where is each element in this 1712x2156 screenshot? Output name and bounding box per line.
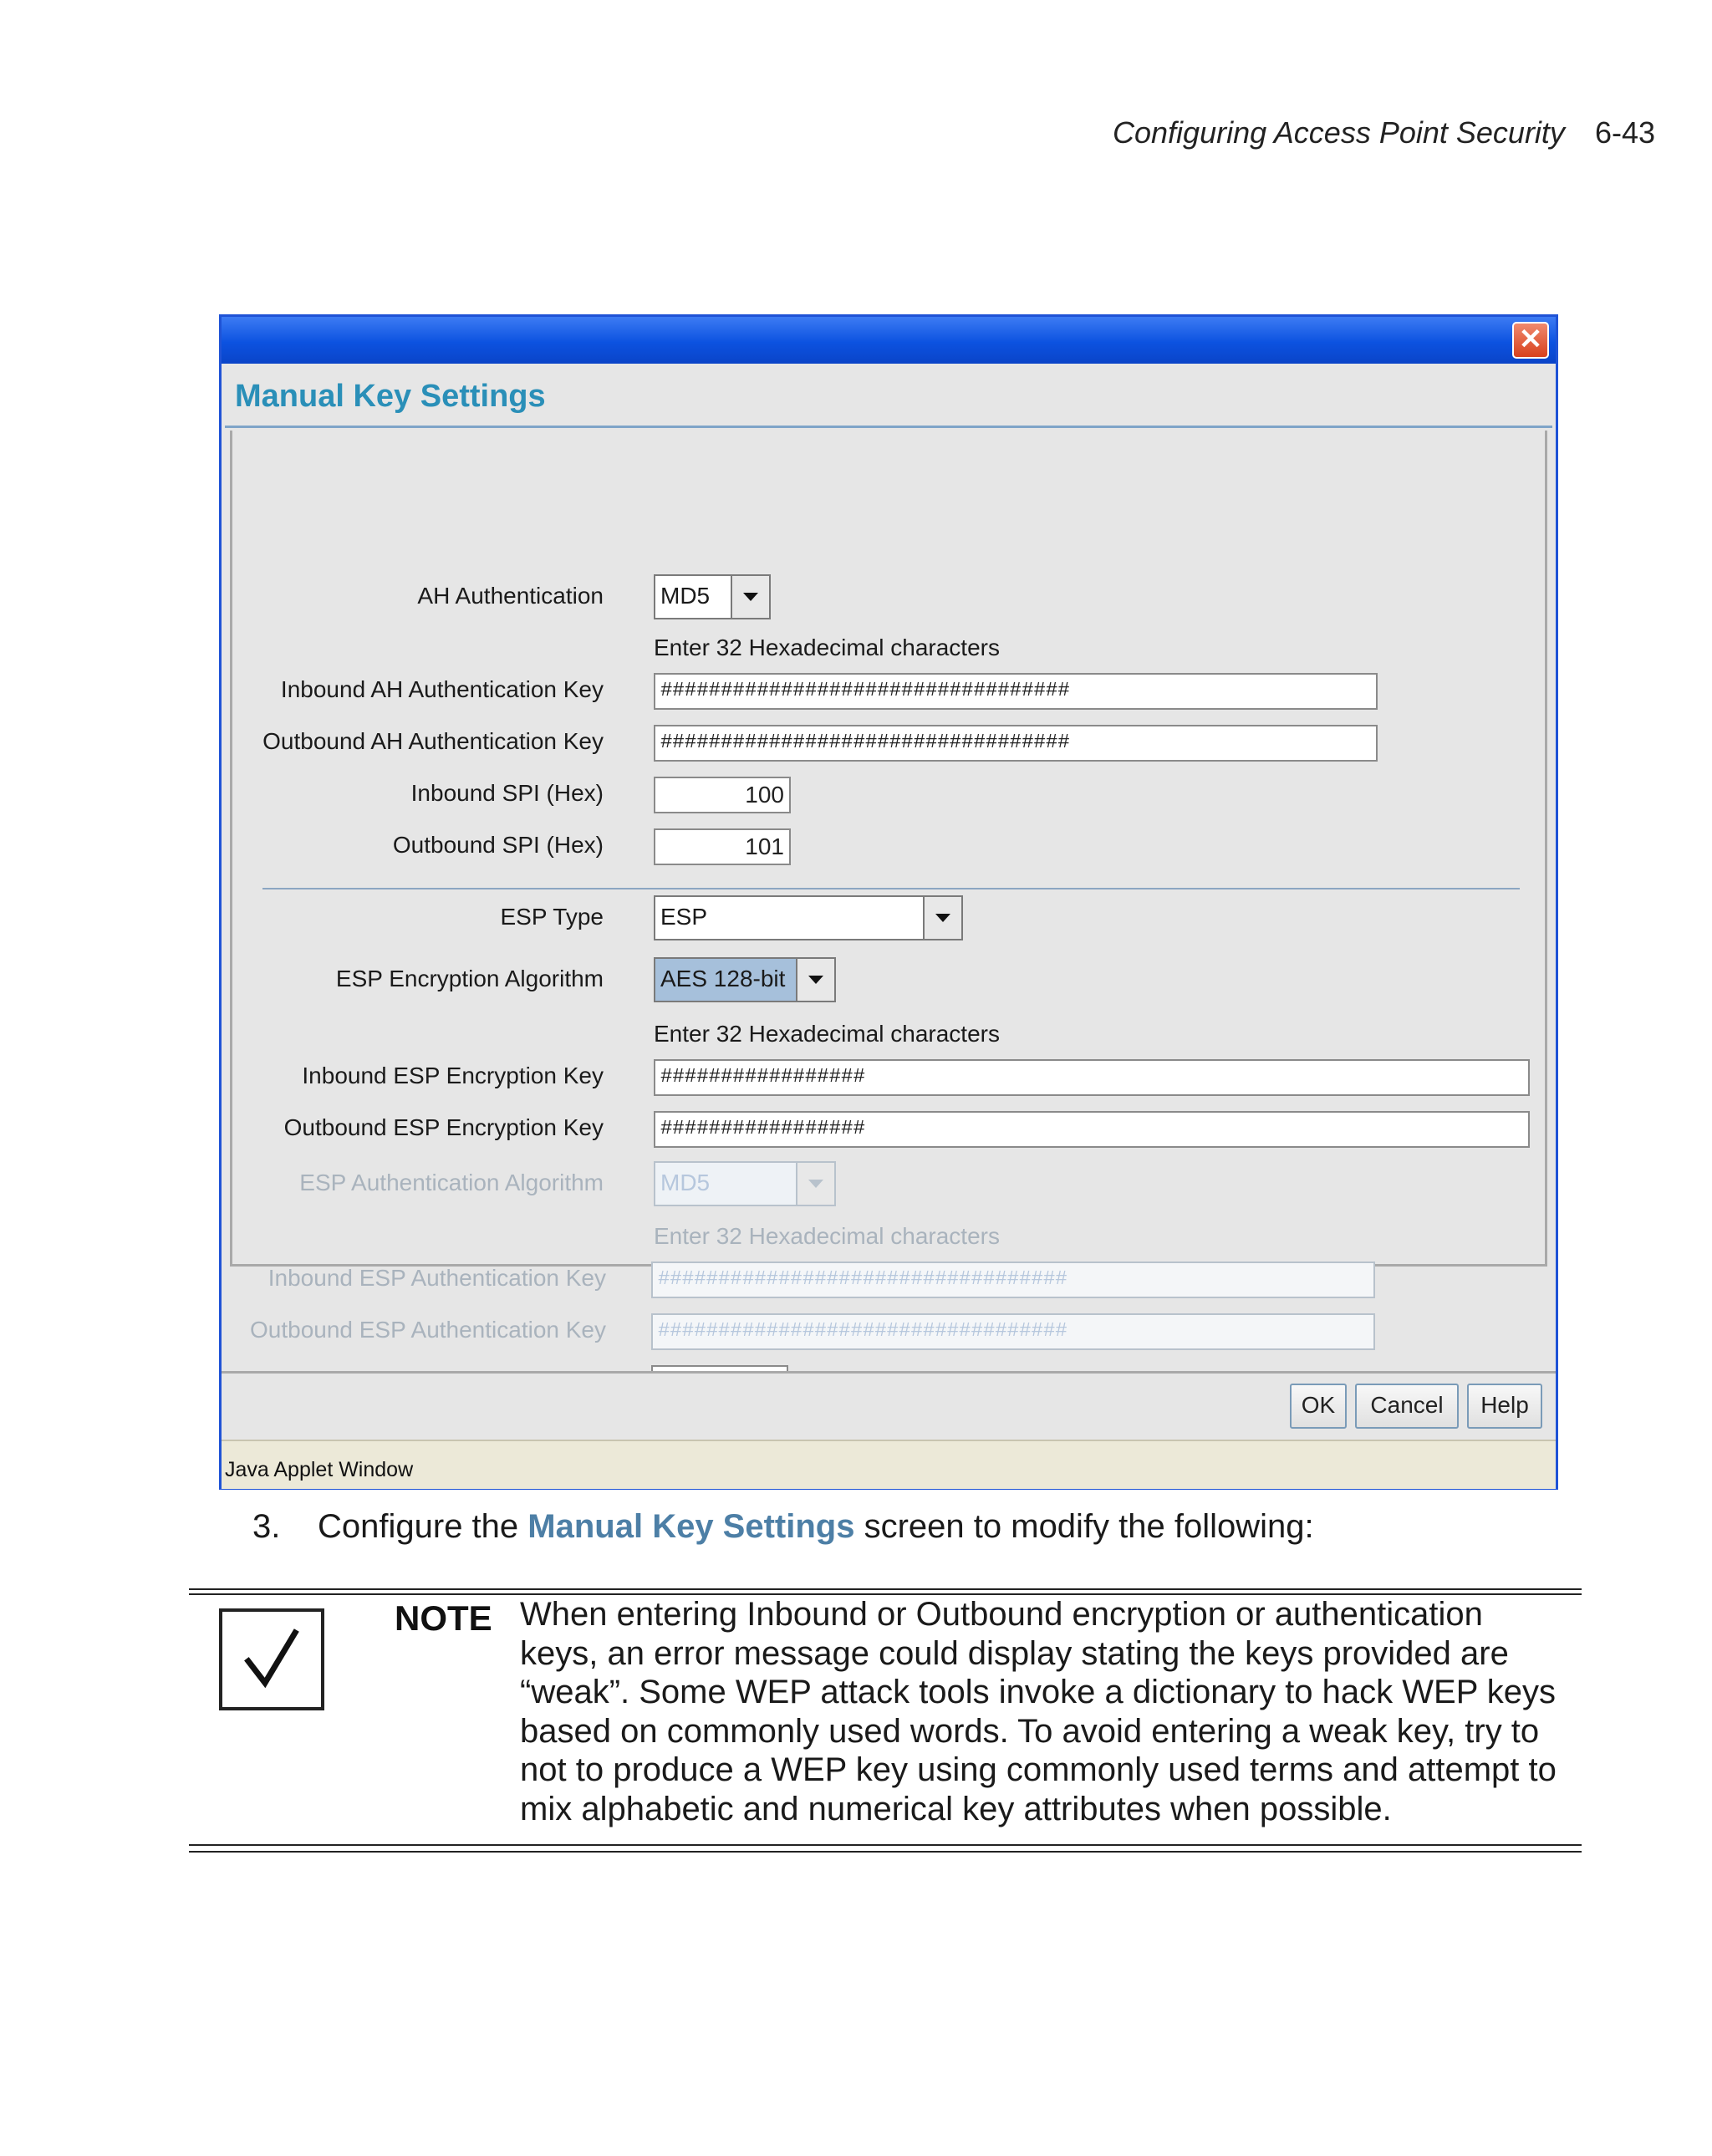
esp-enc-algo-row	[232, 957, 1545, 996]
out-esp-enc-key-input[interactable]: #################	[654, 1111, 1530, 1148]
close-button[interactable]	[1512, 322, 1549, 359]
esp-type-label: ESP Type	[500, 904, 604, 930]
out-esp-enc-key-label: Outbound ESP Encryption Key	[283, 1114, 604, 1140]
title-divider	[225, 426, 1552, 428]
in-esp-enc-key-row	[232, 1059, 1545, 1098]
in-ah-key-row	[232, 673, 1545, 711]
in-esp-auth-key-row	[230, 1261, 1547, 1300]
in-ah-key-label: Inbound AH Authentication Key	[280, 676, 604, 702]
help-button[interactable]: Help	[1467, 1384, 1542, 1429]
chevron-down-icon[interactable]	[731, 576, 769, 618]
in-esp-auth-key-input[interactable]: ##################################	[651, 1261, 1375, 1298]
out-spi-label: Outbound SPI (Hex)	[392, 832, 604, 858]
step-emphasis: Manual Key Settings	[527, 1508, 855, 1545]
esp-type-row	[232, 895, 1545, 934]
esp-enc-algo-select[interactable]	[654, 957, 836, 1002]
note-bottom-rule-2	[189, 1851, 1582, 1853]
window-titlebar	[222, 317, 1556, 364]
in-esp-enc-key-input[interactable]: #################	[654, 1059, 1530, 1096]
applet-status-bar	[222, 1440, 1556, 1489]
out-ah-key-label: Outbound AH Authentication Key	[262, 728, 604, 754]
out-esp-auth-key-input[interactable]: ##################################	[651, 1313, 1375, 1350]
note-bottom-rule	[189, 1844, 1582, 1846]
esp-auth-key-hint: Enter 32 Hexadecimal characters	[654, 1223, 1000, 1249]
cancel-button[interactable]: Cancel	[1355, 1384, 1459, 1429]
esp-auth-algo-row	[232, 1161, 1545, 1200]
out-ah-key-input[interactable]: ##################################	[654, 725, 1378, 762]
chevron-down-icon[interactable]	[796, 1163, 834, 1205]
ah-auth-row	[232, 574, 1545, 613]
in-spi-input[interactable]: 100	[654, 777, 791, 813]
header-section-title: Configuring Access Point Security	[1113, 115, 1565, 150]
chevron-down-icon[interactable]	[923, 897, 961, 939]
in-esp-auth-key-label: Inbound ESP Authentication Key	[268, 1265, 606, 1291]
esp-enc-algo-label: ESP Encryption Algorithm	[335, 966, 604, 991]
section-divider	[262, 888, 1520, 889]
close-icon: ✕	[1518, 324, 1543, 355]
in-ah-key-input[interactable]: ##################################	[654, 673, 1378, 710]
esp-auth-algo-value: MD5	[660, 1170, 711, 1195]
header-page-number: 6-43	[1594, 115, 1655, 150]
running-header	[1113, 115, 1655, 150]
manual-key-settings-dialog	[219, 314, 1558, 1490]
esp-type-value: ESP	[660, 904, 708, 930]
esp-auth-algo-select[interactable]	[654, 1161, 836, 1206]
dialog-title: Manual Key Settings	[235, 379, 546, 414]
ah-auth-value: MD5	[660, 583, 711, 609]
in-esp-enc-key-label: Inbound ESP Encryption Key	[302, 1063, 604, 1088]
step-3	[252, 1508, 1314, 1546]
step-suffix: screen to modify the following:	[854, 1508, 1314, 1545]
out-ah-key-row	[232, 725, 1545, 763]
out-esp-enc-key-row	[232, 1111, 1545, 1149]
status-text: Java Applet Window	[225, 1458, 414, 1481]
out-spi-input[interactable]: 101	[654, 828, 791, 865]
esp-enc-algo-value: AES 128-bit	[655, 959, 796, 1001]
out-esp-auth-key-label: Outbound ESP Authentication Key	[249, 1317, 606, 1343]
out-spi-row	[232, 828, 1545, 867]
esp-enc-key-hint: Enter 32 Hexadecimal characters	[654, 1021, 1000, 1047]
ah-key-hint: Enter 32 Hexadecimal characters	[654, 635, 1000, 660]
out-esp-auth-key-row	[230, 1313, 1547, 1352]
note-top-rule	[189, 1588, 1582, 1590]
chevron-down-icon[interactable]	[796, 959, 834, 1001]
note-text: When entering Inbound or Outbound encryption or authentication keys, an error message could display stating the keys provided are “weak”. Some WEP attack tools invoke a dictionary to hack WEP keys based on commonly used words. To avoid entering a weak key, try to not to produce a WEP key using commonly used terms and attempt to mix alphabetic and numerical key attributes when possible.	[520, 1596, 1557, 1827]
note-label: NOTE	[395, 1598, 492, 1638]
step-number: 3.	[252, 1508, 281, 1545]
ok-button[interactable]: OK	[1290, 1384, 1347, 1429]
ah-auth-label: AH Authentication	[417, 583, 604, 609]
step-prefix: Configure the	[318, 1508, 528, 1545]
note-checkbox	[219, 1608, 324, 1710]
ah-auth-select[interactable]	[654, 574, 771, 619]
dialog-button-bar	[222, 1371, 1556, 1440]
esp-type-select[interactable]	[654, 895, 963, 940]
settings-panel	[230, 431, 1547, 1267]
esp-auth-algo-label: ESP Authentication Algorithm	[299, 1170, 604, 1195]
in-spi-row	[232, 777, 1545, 815]
checkmark-icon	[238, 1626, 305, 1693]
in-spi-label: Inbound SPI (Hex)	[410, 780, 604, 806]
